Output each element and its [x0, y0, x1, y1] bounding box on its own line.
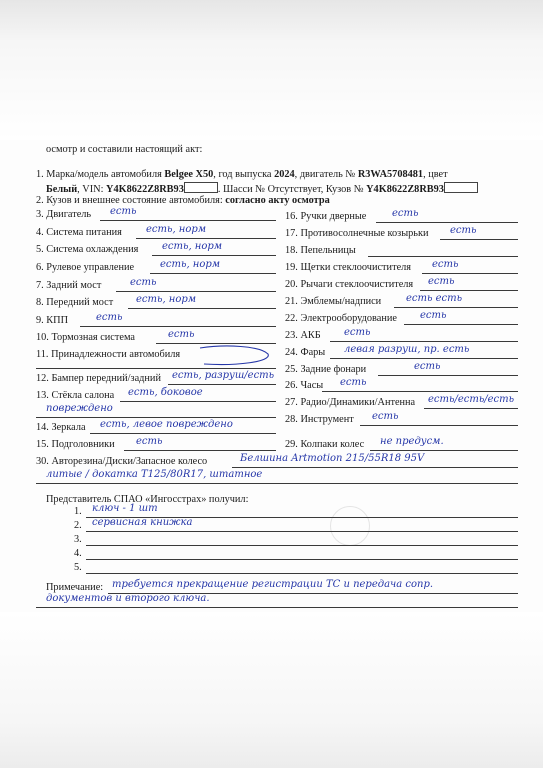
- item-13-handwriting: есть, боковое: [128, 387, 203, 398]
- item-11-label: 11. Принадлежности автомобиля: [36, 349, 181, 360]
- item-15-handwriting: есть: [136, 436, 163, 447]
- item-24-label: 24. Фары: [285, 347, 326, 358]
- item-17-label: 17. Противосолнечные козырьки: [285, 228, 429, 239]
- body-number-redaction: [444, 182, 478, 193]
- item-25-line: [378, 375, 518, 376]
- receiver-1-handwriting: ключ - 1 шт: [92, 503, 158, 514]
- item-3-label: 3. Двигатель: [36, 209, 92, 220]
- item-18-line: [368, 256, 518, 257]
- item-10-handwriting: есть: [168, 329, 195, 340]
- item-9-line: [80, 326, 276, 327]
- intro-text: осмотр и составили настоящий акт:: [46, 144, 203, 155]
- item-26-handwriting: есть: [340, 377, 367, 388]
- item-29-label: 29. Колпаки колес: [285, 439, 365, 450]
- item-19-label: 19. Щетки стеклоочистителя: [285, 262, 412, 273]
- item-11-scribble: [196, 342, 276, 370]
- item-25-handwriting: есть: [414, 361, 441, 372]
- item-23-handwriting: есть: [344, 327, 371, 338]
- receiver-2-num: 2.: [74, 520, 82, 531]
- item-4-line: [136, 238, 276, 239]
- item-20-line: [420, 290, 518, 291]
- receiver-5-num: 5.: [74, 562, 82, 573]
- watermark-stamp: [330, 506, 370, 546]
- item-21-handwriting: есть есть: [406, 293, 463, 304]
- item-20-label: 20. Рычаги стеклоочистителя: [285, 279, 414, 290]
- item-14-line: [90, 433, 276, 434]
- scan-margin-bottom: [0, 612, 543, 768]
- item-19-line: [422, 273, 518, 274]
- item-9-handwriting: есть: [96, 312, 123, 323]
- item-28-handwriting: есть: [372, 411, 399, 422]
- item-20-handwriting: есть: [428, 276, 455, 287]
- item-3-handwriting: есть: [110, 206, 137, 217]
- item-5-handwriting: есть, норм: [162, 241, 223, 252]
- item-23-line: [330, 341, 518, 342]
- item-9-label: 9. КПП: [36, 315, 69, 326]
- item-12-label: 12. Бампер передний/задний: [36, 373, 161, 384]
- scan-margin-top: [0, 0, 543, 140]
- item-6-line: [150, 273, 276, 274]
- receiver-5-line: [86, 573, 518, 574]
- item-16-line: [376, 222, 518, 223]
- receiver-label: Представитель СПАО «Ингосстрах» получил:: [46, 494, 249, 505]
- item-10-label: 10. Тормозная система: [36, 332, 135, 343]
- item-30-line-1: [232, 467, 518, 468]
- item-16-handwriting: есть: [392, 208, 419, 219]
- receiver-3-num: 3.: [74, 534, 82, 545]
- item-7-handwriting: есть: [130, 277, 157, 288]
- item-18-label: 18. Пепельницы: [285, 245, 356, 256]
- item-21-line: [394, 307, 518, 308]
- receiver-2-line: [86, 531, 518, 532]
- item-13-label: 13. Стёкла салона: [36, 390, 115, 401]
- item-2: 2. Кузов и внешнее состояние автомобиля: согласно акту осмотра: [36, 195, 330, 206]
- item-27-line: [424, 408, 518, 409]
- receiver-2-handwriting: сервисная книжка: [92, 517, 193, 528]
- item-7-line: [116, 291, 276, 292]
- note-line-2: [36, 607, 518, 608]
- item-16-label: 16. Ручки дверные: [285, 211, 367, 222]
- item-4-handwriting: есть, норм: [146, 224, 207, 235]
- item-23-label: 23. АКБ: [285, 330, 321, 341]
- item-8-label: 8. Передний мост: [36, 297, 114, 308]
- item-12-line: [168, 384, 276, 385]
- item-28-label: 28. Инструмент: [285, 414, 354, 425]
- note-label: Примечание:: [46, 582, 104, 593]
- item-22-handwriting: есть: [420, 310, 447, 321]
- item-26-label: 26. Часы: [285, 380, 324, 391]
- item-17-line: [440, 239, 518, 240]
- item-11-extra-line: [36, 368, 276, 369]
- item-29-handwriting: не предусм.: [380, 436, 444, 447]
- item-24-handwriting: левая разруш, пр. есть: [344, 344, 470, 355]
- item-15-line: [124, 450, 276, 451]
- item-17-handwriting: есть: [450, 225, 477, 236]
- item-7-label: 7. Задний мост: [36, 280, 102, 291]
- item-28-line: [360, 425, 518, 426]
- inspection-act-page: [0, 140, 543, 612]
- item-4-label: 4. Система питания: [36, 227, 122, 238]
- item-1-line-1: 1. Марка/модель автомобиля Belgee X50, год выпуска 2024, двигатель № R3WA5708481, цвет: [36, 169, 448, 180]
- note-handwriting-2: документов и второго ключа.: [46, 593, 210, 604]
- item-21-label: 21. Эмблемы/надписи: [285, 296, 382, 307]
- item-1-line-2: Белый, VIN: Y4K8622Z8RB93 . Шасси № Отсутствует, Кузов № Y4K8622Z8RB93: [46, 182, 478, 196]
- item-22-label: 22. Электрооборудование: [285, 313, 397, 324]
- item-13-handwriting-cont: повреждено: [46, 403, 113, 414]
- item-19-handwriting: есть: [432, 259, 459, 270]
- item-6-handwriting: есть, норм: [160, 259, 221, 270]
- item-27-handwriting: есть/есть/есть: [428, 394, 515, 405]
- item-30-label: 30. Авторезина/Диски/Запасное колесо: [36, 456, 208, 467]
- item-30-line-2: [36, 483, 518, 484]
- receiver-1-num: 1.: [74, 506, 82, 517]
- item-29-line: [370, 450, 518, 451]
- item-8-line: [128, 308, 276, 309]
- item-30-handwriting-1: Белшина Artmotion 215/55R18 95V: [240, 453, 425, 464]
- item-13-line: [120, 401, 276, 402]
- item-30-handwriting-2: литые / докатка T125/80R17, штатное: [46, 469, 263, 480]
- item-13-line-2: [36, 417, 276, 418]
- item-24-line: [330, 358, 518, 359]
- item-14-label: 14. Зеркала: [36, 422, 86, 433]
- item-5-label: 5. Система охлаждения: [36, 244, 139, 255]
- item-6-label: 6. Рулевое управление: [36, 262, 135, 273]
- receiver-3-line: [86, 545, 518, 546]
- item-27-label: 27. Радио/Динамики/Антенна: [285, 397, 416, 408]
- item-3-line: [100, 220, 276, 221]
- item-12-handwriting: есть, разруш/есть: [172, 370, 275, 381]
- receiver-4-num: 4.: [74, 548, 82, 559]
- item-8-handwriting: есть, норм: [136, 294, 197, 305]
- vin-redaction: [184, 182, 218, 193]
- item-5-line: [152, 255, 276, 256]
- item-15-label: 15. Подголовники: [36, 439, 115, 450]
- item-26-line: [322, 391, 518, 392]
- note-handwriting-1: требуется прекращение регистрации ТС и передача сопр.: [112, 579, 434, 590]
- item-14-handwriting: есть, левое повреждено: [100, 419, 233, 430]
- item-22-line: [404, 324, 518, 325]
- receiver-4-line: [86, 559, 518, 560]
- item-25-label: 25. Задние фонари: [285, 364, 367, 375]
